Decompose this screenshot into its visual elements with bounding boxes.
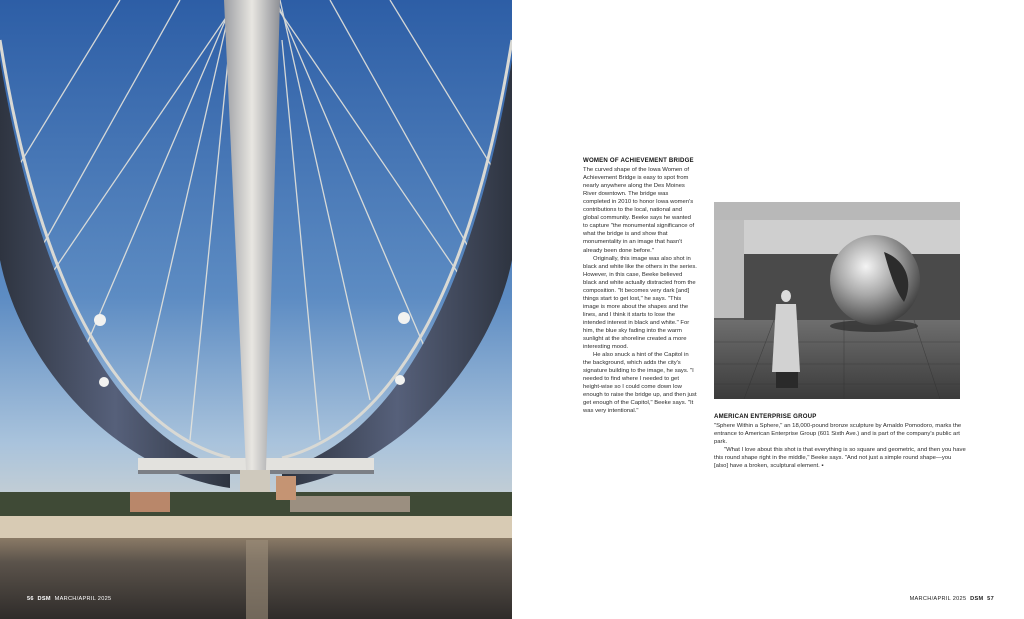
right-brand: DSM <box>970 596 984 602</box>
bridge-heading: WOMEN OF ACHIEVEMENT BRIDGE <box>583 157 694 164</box>
sculpture-photo-art <box>714 202 960 399</box>
sculpture-heading: AMERICAN ENTERPRISE GROUP <box>714 413 817 420</box>
left-folio <box>27 596 111 602</box>
sculpture-paragraph-2: "What I love about this shot is that everything is so square and geometric, and then you have this round shape right in the middle," Beeke says. "And not just a simple round shape—you [also] have a broken, sculptural element. ▪ <box>714 447 966 470</box>
sculpture-article <box>714 413 966 470</box>
bridge-paragraph-2: Originally, this image was also shot in black and white like the others in the series. However, in this case, Beeke believed black and white actually distracted from the composition. "It becomes very dark [and] things start to get lost," he says. "This image is more about the shapes and the lines, and I think it starts to lose the intended interest in black and white." For him, the blue sky fading into the warm sunlight at the shoreline created a more interesting mood. <box>583 255 697 351</box>
right-folio <box>910 596 994 602</box>
sculpture-paragraph-1: "Sphere Within a Sphere," an 18,000-pound bronze sculpture by Arnaldo Pomodoro, marks the entrance to American Enterprise Group (601 Sixth Ave.) and is part of the company's public art park. <box>714 423 962 446</box>
bridge-paragraph-1: The curved shape of the Iowa Women of Achievement Bridge is easy to spot from nearly anywhere along the Des Moines River downtown. The bridge was completed in 2010 to honor Iowa women's contributions to the local, national and global community. Beeke says he wanted to capture "the monumental significance of what the bridge is and show that monumentality in an image that hasn't already been done before." <box>583 167 695 254</box>
left-issue: MARCH/APRIL 2025 <box>54 596 112 602</box>
bridge-article <box>583 157 697 416</box>
left-page-number: 56 <box>27 596 34 602</box>
left-brand: DSM <box>37 596 51 602</box>
bridge-paragraph-3: He also snuck a hint of the Capitol in the background, which adds the city's signature building to the image, he says. "I needed to find where I needed to get height-wise so I could come down low enough to raise the bridge up, and then just get enough of the Capitol," Beeke says. "It was very intentional." <box>583 352 697 415</box>
right-issue: MARCH/APRIL 2025 <box>909 596 967 602</box>
right-page-number: 57 <box>987 596 994 602</box>
sculpture-photo <box>714 202 960 399</box>
